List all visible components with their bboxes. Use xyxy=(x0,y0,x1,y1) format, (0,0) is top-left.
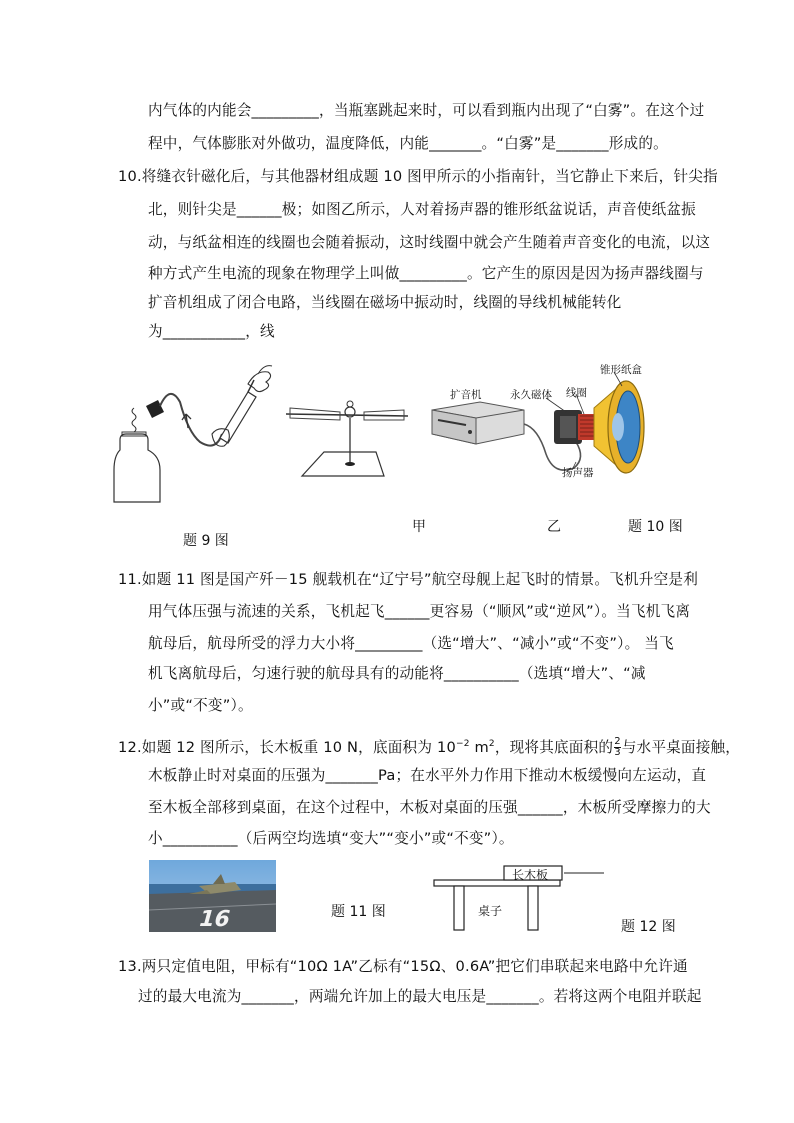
q12-text-c: ，现将其底面积的 xyxy=(494,738,614,756)
figure-9-bottle-pump xyxy=(108,362,278,507)
q10-line-1: 10.将缝衣针磁化后，与其他器材组成题 10 图甲所示的小指南针，当它静止下来后，针尖指 xyxy=(118,168,718,185)
q12-fraction-den: 3 xyxy=(614,747,621,759)
label-coil: 线圈 xyxy=(566,387,587,399)
q13-line-2: 过的最大电流为_______，两端允许加上的最大电压是_______。若将这两个电阻并联起 xyxy=(138,988,702,1005)
deck-number: 16 xyxy=(195,906,234,932)
q12-line-1 xyxy=(118,734,740,758)
figure-10b-speaker xyxy=(426,358,666,490)
q12-text-a: 12.如题 12 图所示，长木板重 10 N，底面积为 10 xyxy=(118,738,456,756)
figure-11-carrier-jet xyxy=(149,860,276,932)
q12-text-d: 与水平桌面接触， xyxy=(621,738,741,756)
q10-line-5: 扩音机组成了闭合电路，当线圈在磁场中振动时，线圈的导线机械能转化 xyxy=(148,294,622,311)
caption-fig-10-yi: 乙 xyxy=(547,519,561,535)
q12-line-3: 至木板全部移到桌面，在这个过程中，木板对桌面的压强______，木板所受摩擦力的大 xyxy=(148,799,711,816)
q11-line-2: 用气体压强与流速的关系，飞机起飞______更容易（“顺风”或“逆风”）。当飞机飞离 xyxy=(148,603,691,620)
q11-line-5: 小”或“不变”）。 xyxy=(148,697,253,714)
caption-fig-11: 题 11 图 xyxy=(331,904,386,920)
q9-line-1: 内气体的内能会_________，当瓶塞跳起来时，可以看到瓶内出现了“白雾”。在这个过 xyxy=(148,102,705,119)
q12-fraction-num: 2 xyxy=(614,736,621,748)
q12-line-2: 木板静止时对桌面的压强为_______Pa；在水平外力作用下推动木板缓慢向左运动，直 xyxy=(148,767,707,784)
q13-line-1: 13.两只定值电阻，甲标有“10Ω 1A”乙标有“15Ω、0.6A”把它们串联起来电路中允许通 xyxy=(118,958,688,975)
label-long-board: 长木板 xyxy=(512,868,549,882)
caption-fig-10-jia: 甲 xyxy=(412,519,426,535)
q9-line-2: 程中，气体膨胀对外做功，温度降低，内能_______。“白雾”是_______形成的。 xyxy=(148,135,668,152)
q11-line-4: 机飞离航母后，匀速行驶的航母具有的动能将__________（选填“增大”、“减 xyxy=(148,665,646,682)
q10-line-4: 种方式产生电流的现象在物理学上叫做_________。它产生的原因是因为扬声器线圈与 xyxy=(148,265,704,282)
caption-fig-10: 题 10 图 xyxy=(628,519,683,535)
q12-text-b: m xyxy=(469,738,489,756)
figure-10a-needle-compass xyxy=(282,392,412,482)
caption-fig-12: 题 12 图 xyxy=(621,919,676,935)
label-speaker: 扬声器 xyxy=(562,467,594,479)
label-permanent-magnet: 永久磁体 xyxy=(510,389,552,401)
q12-line-4: 小__________（后两空均选填“变大”“变小”或“不变”）。 xyxy=(148,830,514,847)
caption-fig-9: 题 9 图 xyxy=(183,533,229,549)
label-table: 桌子 xyxy=(478,904,503,918)
q12-exponent: −2 xyxy=(455,739,470,749)
q10-line-2: 北，则针尖是______极；如图乙所示，人对着扬声器的锥形纸盆说话，声音使纸盆振 xyxy=(148,201,696,218)
label-cone: 锥形纸盒 xyxy=(600,364,642,376)
q12-square: 2 xyxy=(488,739,495,749)
q10-line-6: 为___________，线 xyxy=(148,323,275,340)
q11-line-3: 航母后，航母所受的浮力大小将_________（选“增大”、“减小”或“不变”）。 当飞 xyxy=(148,635,674,652)
q12-fraction xyxy=(614,737,621,758)
q11-line-1: 11.如题 11 图是国产歼－15 舰载机在“辽宁号”航空母舰上起飞时的情景。飞机升空是利 xyxy=(118,571,698,588)
q10-line-3: 动，与纸盆相连的线圈也会随着振动，这时线圈中就会产生随着声音变化的电流，以这 xyxy=(148,234,711,251)
label-amplifier: 扩音机 xyxy=(450,389,482,401)
